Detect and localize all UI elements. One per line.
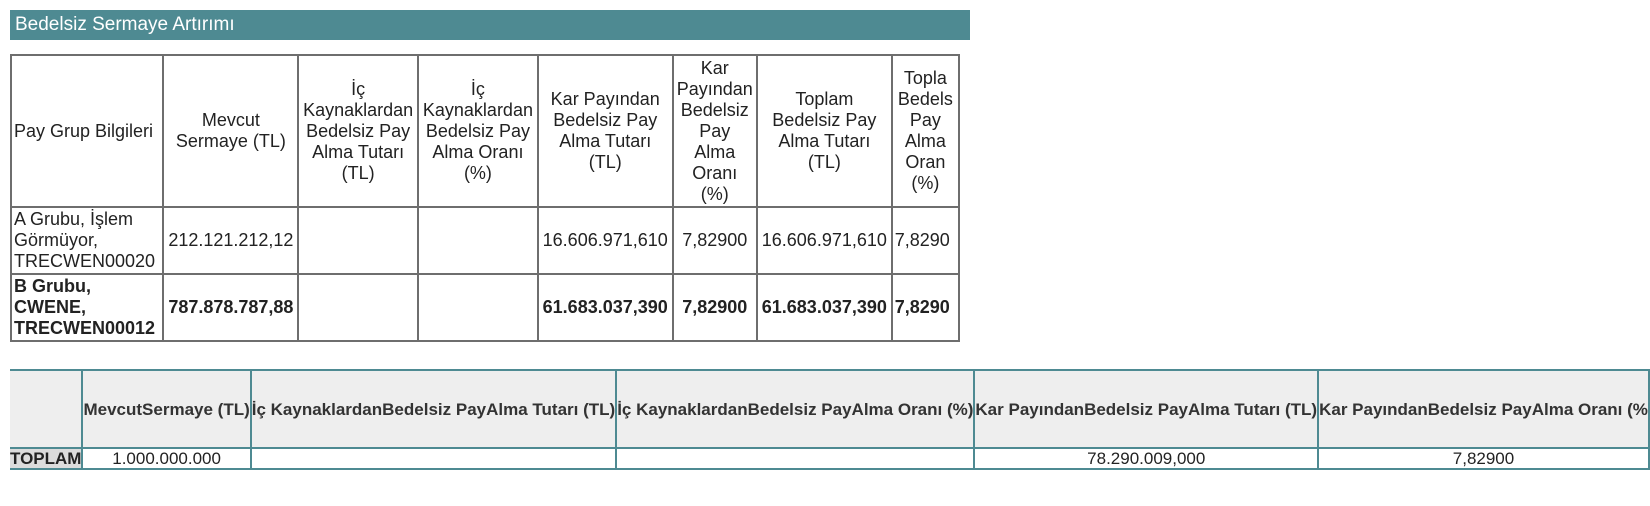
summary-col-header <box>1318 370 1649 448</box>
total-kar-oran: 7,82900 <box>1318 448 1649 469</box>
header-line: Mevcut <box>83 399 143 419</box>
header-line: Bedels <box>897 89 953 109</box>
header-line: (%) <box>700 183 729 204</box>
toplam-tutar-cell: 61.683.037,390 <box>757 274 892 341</box>
ic-oran-cell <box>418 274 538 341</box>
header-line: Alma Tutarı <box>778 131 871 151</box>
header-line: Kar <box>700 57 729 78</box>
toplam-oran-cell: 7,8290 <box>892 274 959 341</box>
ic-tutar-cell <box>298 274 418 341</box>
summary-header-row <box>10 370 1649 448</box>
header-line: Kar Payından <box>1319 399 1428 419</box>
total-kar-tutar: 78.290.009,000 <box>974 448 1318 469</box>
summary-col-header <box>251 370 616 448</box>
col-header <box>892 55 959 207</box>
table-row <box>11 207 959 274</box>
header-line: Bedelsiz <box>680 99 749 120</box>
header-line: Sermaye (TL) <box>175 131 286 151</box>
header-line: Pay <box>699 120 731 141</box>
total-ic-oran <box>616 448 974 469</box>
table-header-row <box>11 55 959 207</box>
header-line: Oran <box>905 152 946 172</box>
kar-oran-cell: 7,82900 <box>673 207 757 274</box>
header-line: Topla <box>903 68 947 88</box>
kar-oran-cell: 7,82900 <box>673 274 757 341</box>
header-line: Mevcut <box>201 110 260 130</box>
header-line: Alma Oranı (% <box>1531 399 1648 419</box>
summary-total-row <box>10 448 1649 469</box>
header-line: Bedelsiz Pay <box>1427 399 1532 419</box>
header-line: (%) <box>463 162 492 183</box>
header-line: Alma Tutarı <box>559 131 652 151</box>
kar-tutar-cell: 61.683.037,390 <box>538 274 673 341</box>
header-line: Kar Payından <box>975 399 1085 419</box>
header-line: Sermaye (TL) <box>142 399 250 419</box>
summary-col-header <box>974 370 1318 448</box>
summary-table <box>10 369 1650 470</box>
section-title: Bedelsiz Sermaye Artırımı <box>10 10 970 40</box>
header-line: Pay <box>909 110 941 130</box>
header-line: Toplam <box>795 89 854 109</box>
header-line: İç <box>470 78 485 99</box>
header-line: Alma <box>904 131 946 151</box>
header-line: Kar Payından <box>550 89 660 109</box>
header-line: Alma <box>694 141 736 162</box>
header-line: Bedelsiz Pay <box>1084 399 1189 419</box>
header-line: Kaynaklardan <box>303 99 414 120</box>
summary-col-header <box>82 370 250 448</box>
total-mevcut: 1.000.000.000 <box>82 448 250 469</box>
col-header <box>757 55 892 207</box>
total-ic-tutar <box>251 448 616 469</box>
header-line: Alma Tutarı (TL) <box>486 399 616 419</box>
header-line: İç <box>351 78 366 99</box>
header-line: (TL) <box>341 162 375 183</box>
col-header <box>538 55 673 207</box>
mevcut-cell: 212.121.212,12 <box>163 207 298 274</box>
toplam-oran-cell: 7,8290 <box>892 207 959 274</box>
total-label: TOPLAM <box>10 449 82 468</box>
ic-tutar-cell <box>298 207 418 274</box>
header-line: Alma Tutarı <box>312 141 405 162</box>
summary-col-header <box>616 370 974 448</box>
col-header <box>11 55 163 207</box>
header-line: Oranı <box>692 162 738 183</box>
table-row <box>11 274 959 341</box>
group-info-cell: B Grubu, CWENE, TRECWEN00012 <box>11 274 163 341</box>
header-line: Alma Tutarı (TL) <box>1188 399 1318 419</box>
summary-corner <box>10 370 82 448</box>
header-line: (%) <box>911 173 940 193</box>
share-group-table <box>10 54 960 342</box>
header-line: Alma Oranı (%) <box>851 399 974 419</box>
header-line: (TL) <box>807 152 841 172</box>
header-line: Bedelsiz Pay <box>772 110 877 130</box>
col-header <box>163 55 298 207</box>
mevcut-cell: 787.878.787,88 <box>163 274 298 341</box>
group-info-cell: A Grubu, İşlem Görmüyor, TRECWEN00020 <box>11 207 163 274</box>
header-line: Bedelsiz Pay <box>306 120 411 141</box>
col-header <box>673 55 757 207</box>
header-line: İç Kaynaklardan <box>251 399 383 419</box>
header-line: Pay Grup Bilgileri <box>14 120 154 141</box>
header-line: Bedelsiz Pay <box>747 399 852 419</box>
toplam-tutar-cell: 16.606.971,610 <box>757 207 892 274</box>
col-header <box>418 55 538 207</box>
header-line: Bedelsiz Pay <box>553 110 658 130</box>
kar-tutar-cell: 16.606.971,610 <box>538 207 673 274</box>
header-line: Bedelsiz Pay <box>425 120 530 141</box>
header-line: İç Kaynaklardan <box>617 399 748 419</box>
header-line: Alma Oranı <box>432 141 524 162</box>
header-line: Kaynaklardan <box>422 99 533 120</box>
col-header <box>298 55 418 207</box>
header-line: (TL) <box>588 152 622 172</box>
header-line: Bedelsiz Pay <box>382 399 487 419</box>
header-line: Payından <box>676 78 753 99</box>
ic-oran-cell <box>418 207 538 274</box>
